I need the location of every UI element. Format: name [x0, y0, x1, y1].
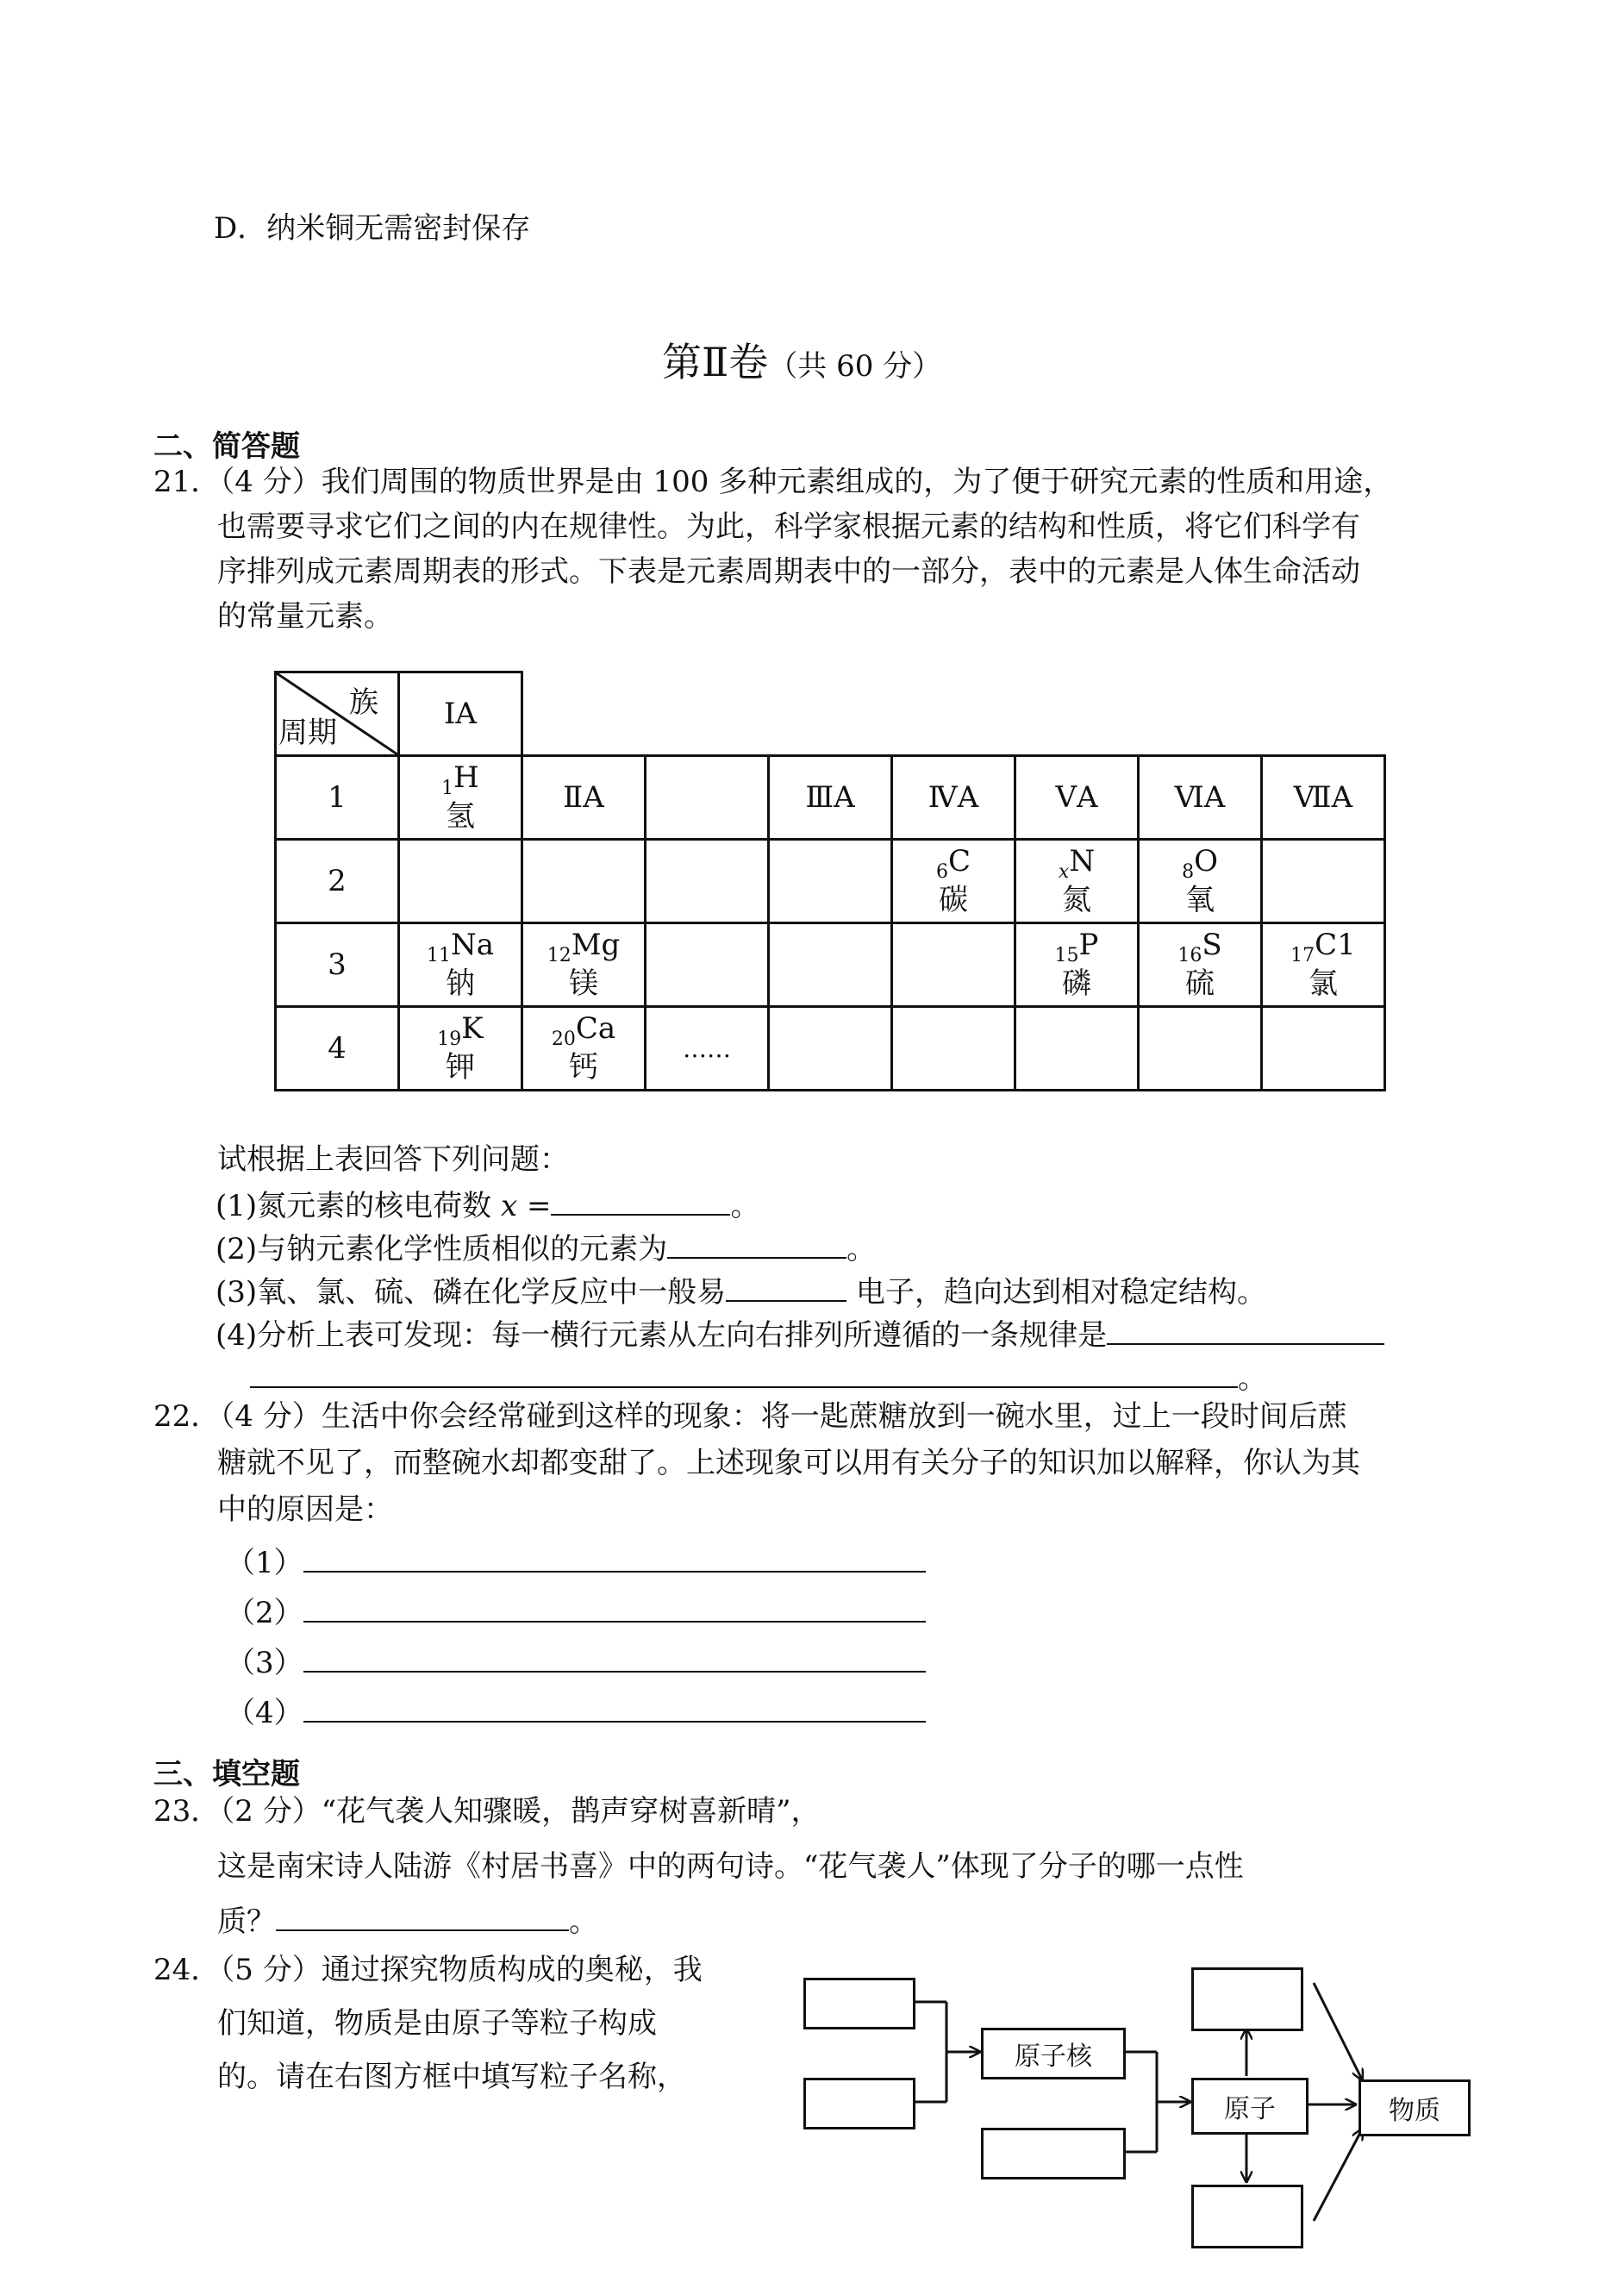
blank-box-right-top[interactable] [1191, 1967, 1303, 2031]
q23-line2: 这是南宋诗人陆游《村居书喜》中的两句诗。“花气袭人”体现了分子的哪一点性 [217, 1849, 1244, 1884]
group-header-IIA: ⅡA [522, 756, 646, 840]
group-header-IVA: ⅣA [892, 756, 1015, 840]
q21-intro: 试根据上表回答下列问题： [217, 1142, 569, 1177]
element-name: 氯 [1309, 966, 1338, 1001]
element-name: 镁 [569, 966, 598, 1001]
element-symbol: H [453, 760, 479, 796]
q22-line3: 中的原因是： [217, 1492, 393, 1527]
group-header-VIIA: ⅦA [1262, 756, 1385, 840]
q23-line3-text: 质？ [217, 1904, 276, 1939]
q21-part3-text: (3)氧、氯、硫、磷在化学反应中一般易 [215, 1275, 727, 1310]
element-name: 钾 [446, 1049, 475, 1085]
group-header-IA: ⅠA [399, 672, 522, 756]
atomic-number: 6 [935, 861, 948, 884]
variable-x: x [500, 1189, 518, 1223]
atomic-number: 17 [1290, 945, 1315, 967]
q22-item-label: （4） [226, 1696, 303, 1730]
q22-line1: 22．（4 分）生活中你会经常碰到这样的现象：将一匙蔗糖放到一碗水里，过上一段时间后蔗 [153, 1399, 1347, 1434]
element-symbol: K [461, 1011, 484, 1047]
element-name: 氧 [1185, 882, 1215, 917]
atomic-number: 15 [1054, 945, 1079, 967]
element-symbol: O [1194, 844, 1218, 879]
element-symbol: Na [450, 928, 495, 963]
element-symbol: Mg [571, 928, 621, 963]
element-name: 钠 [446, 966, 475, 1001]
q24-line1: 24．（5 分）通过探究物质构成的奥秘，我 [153, 1953, 703, 1987]
element-name: 氢 [446, 798, 475, 834]
q22-line2: 糖就不见了，而整碗水却都变甜了。上述现象可以用有关分子的知识加以解释，你认为其 [217, 1446, 1360, 1480]
group-header-VA: ⅤA [1015, 756, 1139, 840]
period-label: 1 [276, 756, 399, 840]
q22-item-label: （2） [226, 1596, 303, 1630]
period-label: 2 [276, 840, 399, 923]
element-name: 碳 [939, 882, 968, 917]
nucleus-box: 原子核 [981, 2028, 1126, 2079]
element-name: 磷 [1062, 966, 1091, 1001]
q24-line2: 们知道，物质是由原子等粒子构成 [217, 2006, 657, 2041]
atomic-number: 19 [437, 1029, 462, 1051]
group-header-IIIA: ⅢA [769, 756, 892, 840]
ellipsis-cell: …… [646, 1007, 769, 1091]
element-name: 氮 [1062, 882, 1091, 917]
q22-item-label: （3） [226, 1646, 303, 1680]
q23-end: 。 [569, 1904, 598, 1939]
element-symbol: C [947, 844, 971, 879]
period-label: 3 [276, 923, 399, 1007]
element-symbol: C1 [1315, 928, 1356, 963]
section-heading-3: 三、填空题 [153, 1757, 300, 1792]
blank-box-left-bottom[interactable] [803, 2078, 915, 2129]
q21-line3: 序排列成元素周期表的形式。下表是元素周期表中的一部分，表中的元素是人体生命活动 [217, 554, 1360, 589]
atomic-number: 11 [426, 945, 451, 967]
matter-box: 物质 [1359, 2079, 1471, 2136]
atom-box: 原子 [1191, 2078, 1309, 2135]
corner-period-label: 周期 [278, 716, 337, 750]
q21-part4-text: (4)分析上表可发现：每一横行元素从左向右排列所遵循的一条规律是 [215, 1318, 1108, 1353]
element-symbol: S [1202, 928, 1222, 963]
q22-item-label: （1） [226, 1546, 303, 1580]
period-label: 4 [276, 1007, 399, 1091]
q23-line1: 23．（2 分）“花气袭人知骤暖，鹊声穿树喜新晴”， [153, 1794, 821, 1829]
part-title-main: 第Ⅱ卷 [662, 339, 769, 385]
part-title-points: （共 60 分） [768, 349, 942, 384]
atomic-number: 8 [1182, 861, 1195, 884]
corner-group-label: 族 [349, 685, 378, 720]
atomic-number: x [1058, 861, 1070, 884]
atomic-number: 12 [547, 945, 572, 967]
q21-part1-eq: = [517, 1189, 552, 1223]
atomic-number: 1 [441, 778, 454, 800]
q21-line4: 的常量元素。 [217, 599, 393, 634]
q21-line1: 21．（4 分）我们周围的物质世界是由 100 多种元素组成的，为了便于研究元素的性质和用途， [153, 465, 1393, 499]
element-name: 硫 [1185, 966, 1215, 1001]
q21-part4-end: 。 [1238, 1361, 1267, 1396]
blank-box-right-bottom[interactable] [1191, 2185, 1303, 2248]
blank-box-middle-bottom[interactable] [981, 2128, 1126, 2179]
blank-box-left-top[interactable] [803, 1978, 915, 2029]
q21-part1-end: 。 [730, 1189, 760, 1223]
element-symbol: P [1078, 928, 1099, 963]
option-d: D．纳米铜无需密封保存 [214, 211, 531, 246]
atomic-number: 16 [1177, 945, 1202, 967]
q21-part2-text: (2)与钠元素化学性质相似的元素为 [215, 1232, 668, 1266]
q21-part2-end: 。 [846, 1232, 877, 1266]
element-symbol: Ca [575, 1011, 616, 1047]
atomic-number: 20 [551, 1029, 576, 1051]
q21-line2: 也需要寻求它们之间的内在规律性。为此，科学家根据元素的结构和性质，将它们科学有 [217, 510, 1360, 544]
element-symbol: N [1069, 844, 1096, 879]
element-name: 钙 [569, 1049, 598, 1085]
q24-line3: 的。请在右图方框中填写粒子名称， [217, 2060, 686, 2094]
q21-part1-text: (1)氮元素的核电荷数 [215, 1189, 492, 1223]
section-heading-2: 二、简答题 [153, 429, 300, 464]
group-header-VIA: ⅥA [1139, 756, 1262, 840]
q21-part3-tail: 电子，趋向达到相对稳定结构。 [846, 1275, 1266, 1310]
